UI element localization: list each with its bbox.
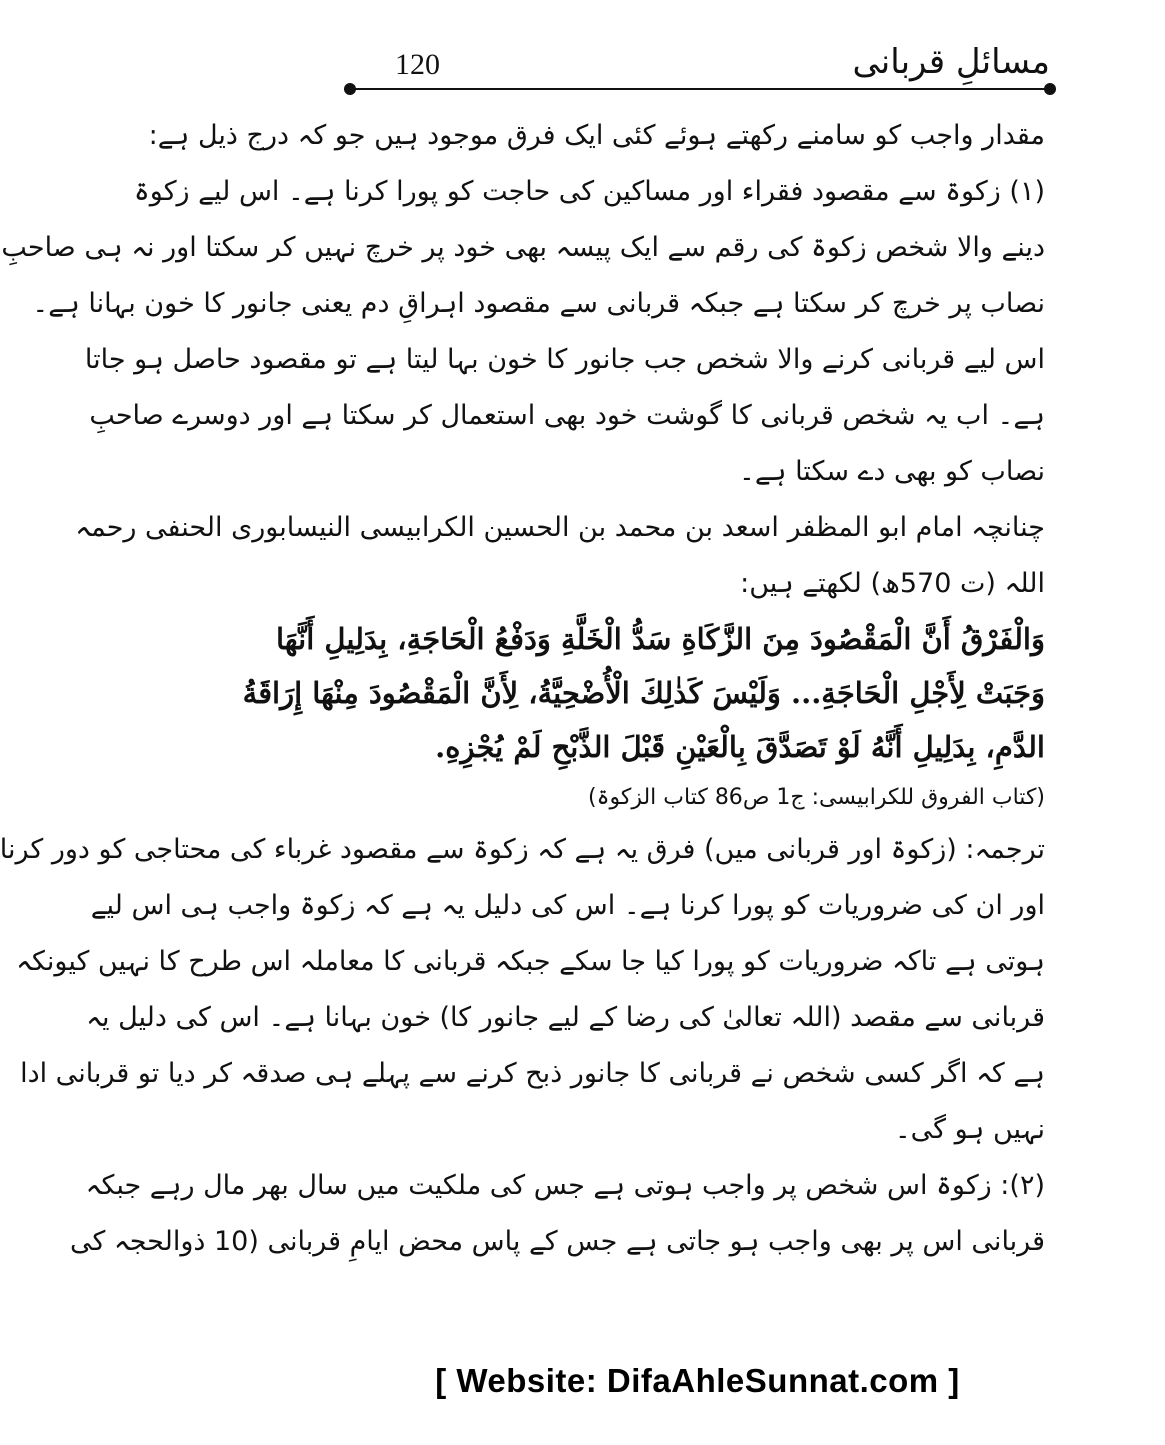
translation-line: ہوتی ہے تاکہ ضروریات کو پورا کیا جا سکے جبکہ قربانی کا معاملہ اس طرح کا نہیں کیونکہ xyxy=(16,946,1045,977)
page-header xyxy=(350,40,1050,100)
point-1-line: نصاب کو بھی دے سکتا ہے۔ xyxy=(739,456,1045,487)
running-title: مسائلِ قربانی xyxy=(852,42,1050,82)
arabic-quote-line: الدَّمِ، بِدَلِيلِ أَنَّهُ لَوْ تَصَدَّقَ بِالْعَيْنِ قَبْلَ الذَّبْحِ لَمْ يُجْزِهِ. xyxy=(435,730,1045,764)
citation-intro-line: چنانچہ امام ابو المظفر اسعد بن محمد بن الحسین الکرابیسی النیسابوری الحنفی رحمہ xyxy=(75,512,1045,543)
point-1-line: نصاب پر خرچ کر سکتا ہے جبکہ قربانی سے مقصود اہراقِ دم یعنی جانور کا خون بہانا ہے۔ xyxy=(32,288,1045,319)
point-2-line: (۲): زکوۃ اس شخص پر واجب ہوتی ہے جس کی ملکیت میں سال بھر مال رہے جبکہ xyxy=(85,1170,1045,1201)
point-1-line: (۱) زکوۃ سے مقصود فقراء اور مساکین کی حاجت کو پورا کرنا ہے۔ اس لیے زکوۃ xyxy=(133,176,1045,207)
translation-line: اور ان کی ضروریات کو پورا کرنا ہے۔ اس کی دلیل یہ ہے کہ زکوۃ واجب ہی اس لیے xyxy=(90,890,1045,921)
translation-line: ہے کہ اگر کسی شخص نے قربانی کا جانور ذبح کرنے سے پہلے ہی صدقہ کر دیا تو قربانی ادا xyxy=(20,1058,1045,1089)
source-reference: (کتاب الفروق للکرابیسی: ج1 ص86 کتاب الزکوۃ) xyxy=(588,785,1045,810)
point-2-line: قربانی اس پر بھی واجب ہو جاتی ہے جس کے پاس محض ایامِ قربانی (10 ذوالحجہ کی xyxy=(69,1226,1045,1257)
translation-line: نہیں ہو گی۔ xyxy=(894,1114,1045,1145)
header-divider xyxy=(350,88,1050,90)
point-1-line: دینے والا شخص زکوۃ کی رقم سے ایک پیسہ بھی خود پر خرچ نہیں کر سکتا اور نہ ہی صاحبِ xyxy=(1,232,1045,263)
intro-line: مقدار واجب کو سامنے رکھتے ہوئے کئی ایک فرق موجود ہیں جو کہ درج ذیل ہے: xyxy=(148,120,1045,151)
page-number: 120 xyxy=(395,48,440,81)
website-footer: [ Website: DifaAhleSunnat.com ] xyxy=(435,1362,960,1399)
translation-line: ترجمہ: (زکوۃ اور قربانی میں) فرق یہ ہے کہ زکوۃ سے مقصود غرباء کی محتاجی کو دور کرنا xyxy=(0,834,1045,865)
citation-intro-line: اللہ (ت 570ھ) لکھتے ہیں: xyxy=(740,568,1045,599)
divider-dot-left xyxy=(344,83,356,95)
point-1-line: ہے۔ اب یہ شخص قربانی کا گوشت خود بھی استعمال کر سکتا ہے اور دوسرے صاحبِ xyxy=(89,400,1045,431)
arabic-quote-line: وَجَبَتْ لِأَجْلِ الْحَاجَةِ... وَلَيْسَ كَذٰلِكَ الْأُضْحِيَّةُ، لِأَنَّ الْمَقْصُودَ مِنْهَا إِرَاقَةُ xyxy=(242,676,1045,710)
divider-dot-right xyxy=(1044,83,1056,95)
point-1-line: اس لیے قربانی کرنے والا شخص جب جانور کا خون بہا لیتا ہے تو مقصود حاصل ہو جاتا xyxy=(84,344,1045,375)
arabic-quote-line: وَالْفَرْقُ أَنَّ الْمَقْصُودَ مِنَ الزَّكَاةِ سَدُّ الْخَلَّةِ وَدَفْعُ الْحَاجَةِ، بِدَلِيلِ أَنَّهَا xyxy=(275,622,1045,656)
translation-line: قربانی سے مقصد (اللہ تعالیٰ کی رضا کے لیے جانور کا) خون بہانا ہے۔ اس کی دلیل یہ xyxy=(86,1002,1045,1033)
page-body xyxy=(0,108,1045,1270)
